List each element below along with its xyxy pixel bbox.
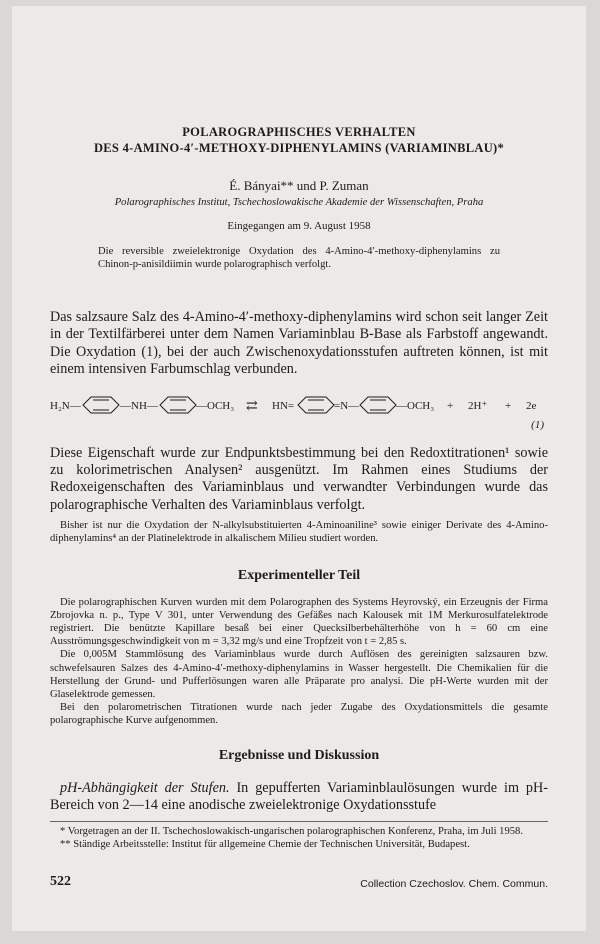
footnotes (50, 821, 548, 851)
equation-number: (1) (531, 418, 544, 431)
article-title (50, 124, 548, 156)
footnote-2: ** Ständige Arbeitsstelle: Institut für allgemeine Chemie der Technischen Universität, Budapest. (60, 838, 470, 850)
received-date: Eingegangen am 9. August 1958 (227, 220, 371, 232)
page-number: 522 (50, 874, 71, 889)
section-heading-results: Ergebnisse und Diskussion (218, 747, 380, 763)
paragraph-2: Diese Eigenschaft wurde zur Endpunktsbestimmung bei den Redoxtitrationen¹ sowie zu kolorimetrischen Analysen² ausgenützt. Im Rahmen eines Studiums der Redoxeigenschaften des Variaminblaus und verwandter Verbindungen wurde das polarographische Verhalten des Variaminblaus verfolgt. (50, 444, 548, 513)
benzene-ring-icon (160, 397, 196, 413)
eq-right-c: —OCH₃ (396, 399, 435, 412)
journal-page (12, 6, 586, 931)
eq-left-b: —NH— (120, 399, 158, 412)
institute: Polarographisches Institut, Tschechoslowakische Akademie der Wissenschaften, Praha (114, 197, 484, 208)
experimental-paragraph-1: Die polarographischen Kurven wurden mit dem Polarographen des Systems Heyrovský, ein Erzeugnis der Firma Zbrojovka n. p., Type V 301, unter Verwendung des Gefäßes nach Kalousek mit 1M Merkurosulfatelektrode registriert. Die benützte Kapillare besaß bei einer Quecksilberbehälterhöhe von h = 60 cm eine Ausströmungsgeschwindigkeit von m = 3,32 mg/s und eine Tropfzeit von t = 2,85 s. (50, 596, 548, 648)
benzene-ring-icon (360, 397, 396, 413)
experimental-paragraph-2: Die 0,005M Stammlösung des Variaminblaus wurde durch Auflösen des gereinigten salzsauren bzw. schwefelsauren Salzes des 4-Amino-4′-methoxy-diphenylamins in Wasser hergestellt. Die Chemikalien für die Herstellung der Grund- und Pufferlösungen waren alle Präparate pro analysi. Die pH-Werte wurden mit der Glaselektrode gemessen. (50, 649, 548, 701)
abstract: Die reversible zweielektronige Oxydation des 4-Amino-4′-methoxy-diphenylamins zu Chinon-p-anisildiimin wurde polarographisch verfolgt. (98, 246, 500, 270)
eq-electrons: 2e (526, 399, 537, 412)
title-line-1: POLAROGRAPHISCHES VERHALTEN (182, 125, 416, 139)
eq-right-a: HN= (272, 399, 295, 412)
quinoid-ring-icon (298, 397, 334, 413)
journal-name: Collection Czechoslov. Chem. Commun. (360, 878, 548, 890)
footnote-1: * Vorgetragen an der II. Tschechoslowakisch-ungarischen polarographischen Konferenz, Praha, im Juli 1958. (60, 825, 523, 837)
eq-protons: 2H⁺ (468, 399, 488, 412)
experimental-paragraph-3: Bei den polarometrischen Titrationen wurde nach jeder Zugabe des Oxydationsmittels die gesamte polarographische Kurve aufgenommen. (50, 702, 548, 727)
reaction-equation-drawing (50, 391, 548, 435)
section-heading-experimental: Experimenteller Teil (237, 567, 361, 583)
eq-right-b: =N— (334, 399, 360, 412)
results-text: In gepufferten Variaminblaulösungen wurde im pH-Bereich von 2—14 eine anodische zweielektronige Oxydationsstufe (50, 779, 548, 814)
results-paragraph (50, 780, 548, 815)
eq-arrow: ⇄ (246, 398, 258, 414)
eq-left-c: —OCH₃ (196, 399, 235, 412)
benzene-ring-icon (83, 397, 119, 413)
results-heading: pH-Abhängigkeit der Stufen. (60, 779, 230, 796)
eq-left-a: H₂N— (50, 399, 81, 412)
title-line-2: DES 4-AMINO-4′-METHOXY-DIPHENYLAMINS (VARIAMINBLAU)* (93, 141, 505, 155)
paragraph-3: Bisher ist nur die Oxydation der N-alkylsubstituierten 4-Aminoaniline³ sowie einiger Derivate des 4-Amino-diphenylamins⁴ an der Platinelektrode in alkalischem Milieu studiert worden. (50, 520, 548, 545)
reaction-equation (50, 391, 548, 435)
eq-plus-2: + (505, 399, 512, 412)
intro-paragraph: Das salzsaure Salz des 4-Amino-4′-methoxy-diphenylamins wird schon seit langer Zeit in der Textilfärberei unter dem Namen Variaminblau B-Base als Farbstoff angewandt. Die Oxydation (1), bei der auch Zwischenoxydationsstufen auftreten können, ist mit einem intensiven Farbumschlag verbunden. (50, 309, 548, 378)
authors: É. Bányai** und P. Zuman (229, 178, 369, 193)
eq-plus-1: + (447, 399, 454, 412)
